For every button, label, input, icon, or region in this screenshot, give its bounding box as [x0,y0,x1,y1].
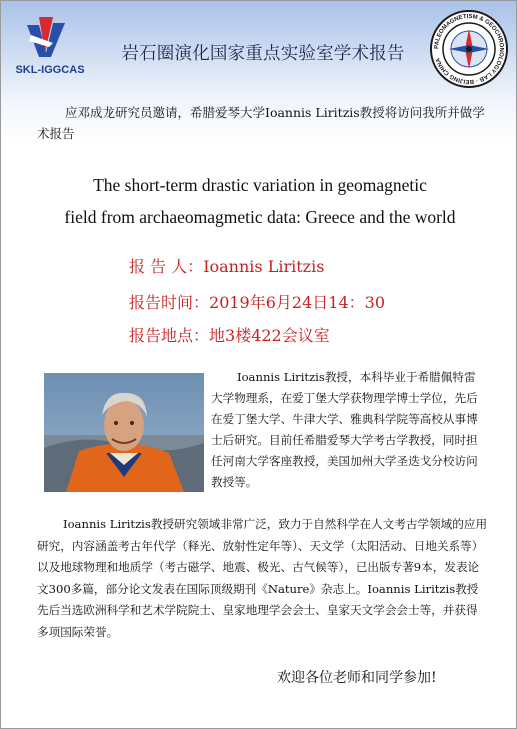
header-title: 岩石圈演化国家重点实验室学术报告 [121,44,405,64]
time-label: 报告时间： [129,293,210,312]
closing-invitation: 欢迎各位老师和同学参加! [277,670,437,686]
place-line [129,323,330,346]
speaker-line [129,254,324,277]
research-description: Ioannis Liritzis教授研究领域非常广泛，致力于自然科学在人文考古学领域的应用研究，内容涵盖考古年代学（释光、放射性定年等）、天文学（太阳活动、日地关系等）以及地球物理和地质学（考古磁学、地震、极光、古气候等），已出版专著9本，发表论文300多篇，部分论文发表在国际顶级期刊《Nature》杂志上。Ioannis Liritzis教授先后当选欧洲科学和艺术学院院士、皇家地理学会会士、皇家天文学会会士等，并获得多项国际荣誉。 [37,517,488,639]
place-value: 地3楼422会议室 [209,326,330,345]
intro-text: 应邓成龙研究员邀请，希腊爱琴大学Ioannis Liritzis教授将访问我所并做学术报告 [37,105,485,141]
speaker-value: Ioannis Liritzis [203,257,325,276]
speaker-photo [44,373,204,492]
logo-left-text: SKL-IGGCAS [15,64,85,76]
time-line [129,290,385,313]
talk-title [21,169,499,233]
place-label: 报告地点： [129,326,210,345]
speaker-label: 报 告 人： [129,257,204,276]
talk-title-line-2: field from archaeomagmetic data: Greece and the world [64,207,456,227]
paleomagnetism-lab-seal-icon [429,9,509,89]
talk-title-line-1: The short-term drastic variation in geomagnetic [93,175,427,195]
speaker-bio: Ioannis Liritzis教授，本科毕业于希腊佩特雷大学物理系，在爱丁堡大学获物理学博士学位，先后在爱丁堡大学、牛津大学、雅典科学院等高校从事博士后研究。目前任希腊爱琴大学考古学教授，同时担任河南大学客座教授，美国加州大学圣迭戈分校访问教授等。 [211,370,478,489]
time-value: 2019年6月24日14：30 [209,293,385,312]
logo-right-ring-text: PALEOMAGNETISM & GEOCHRONOLOGY LAB · BEIJING CHINA [433,13,505,85]
skl-logo-icon [9,13,91,81]
